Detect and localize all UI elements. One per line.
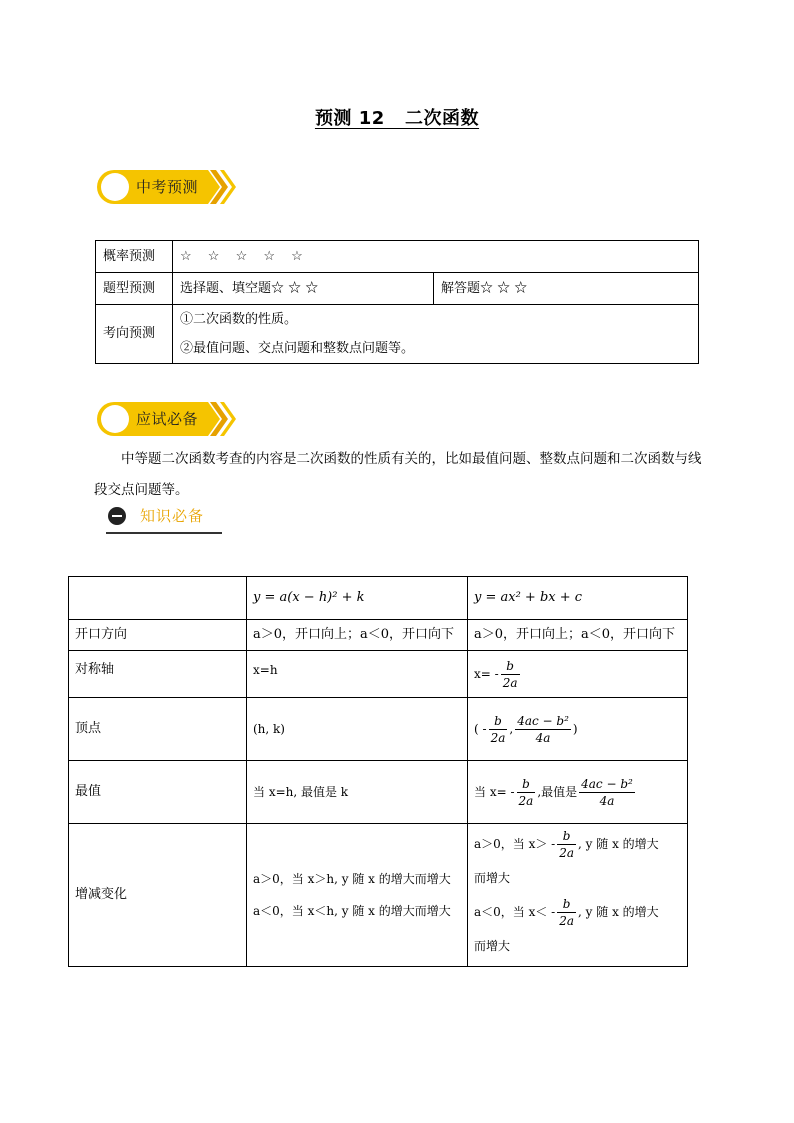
comma: , [509, 721, 514, 736]
extreme-mid: ,最值是 [537, 784, 578, 799]
row-label: 最值 [69, 761, 247, 824]
axis-general-form [468, 651, 688, 698]
table-row [69, 651, 688, 698]
vertex-form-header: y = a(x − h)² + k [247, 577, 468, 620]
numerator: b [501, 658, 520, 675]
numerator: b [489, 713, 508, 730]
general-form-header: y = ax² + bx + c [468, 577, 688, 620]
mono-suffix: , y 随 x 的增大 [578, 837, 659, 851]
denominator: 2a [518, 793, 534, 808]
denominator: 2a [559, 914, 575, 928]
monotonic-a: a＞0，当 x＞h, y 随 x 的增大而增大 [253, 872, 451, 886]
row-label: 增减变化 [69, 824, 247, 967]
denominator: 2a [502, 675, 518, 690]
monotonic-a-line [474, 827, 681, 861]
mono-prefix: a＞0，当 x＞ - [474, 837, 556, 851]
mono-suffix: , y 随 x 的增大 [578, 905, 659, 919]
table-row [69, 824, 688, 967]
extreme-vertex-form: 当 x=h, 最值是 k [247, 761, 468, 824]
numerator: 4ac − b² [581, 776, 633, 791]
denominator: 4a [599, 793, 615, 808]
extreme-general-form [468, 761, 688, 824]
direction-line-2: ②最值问题、交点问题和整数点问题等。 [180, 341, 415, 356]
banner-label: 中考预测 [136, 178, 199, 196]
row-label: 顶点 [69, 698, 247, 761]
paren-close: ) [572, 721, 578, 736]
denominator: 2a [559, 846, 575, 860]
paren-open: ( - [474, 721, 487, 736]
numerator: b [517, 776, 536, 793]
extreme-prefix: 当 x= - [474, 784, 515, 799]
direction-cell [173, 305, 699, 364]
fraction [517, 776, 536, 809]
axis-prefix: x= - [474, 666, 499, 681]
denominator: 2a [490, 730, 506, 745]
monotonic-b: a＜0，当 x＜h, y 随 x 的增大而增大 [253, 904, 451, 918]
vertex-general-form [468, 698, 688, 761]
question-type-left: 选择题、填空题☆ ☆ ☆ [173, 273, 434, 305]
fraction [515, 713, 571, 746]
row-label: 开口方向 [69, 620, 247, 651]
page-title: 预测 12 二次函数 [314, 108, 480, 129]
table-row [96, 305, 699, 364]
table-row [69, 620, 688, 651]
fraction [501, 658, 520, 691]
fraction [489, 713, 508, 746]
fraction [557, 828, 576, 861]
opening-general-form: a＞0，开口向上；a＜0，开口向下 [468, 620, 688, 651]
prep-banner [96, 400, 236, 438]
table-row [69, 761, 688, 824]
fraction [557, 896, 576, 929]
forecast-table [95, 240, 699, 364]
probability-stars: ☆ ☆ ☆ ☆ ☆ [173, 241, 699, 273]
knowledge-heading-label: 知识必备 [140, 507, 205, 525]
banner-label: 应试必备 [136, 410, 199, 428]
minus-circle-icon [108, 507, 126, 525]
header-empty [69, 577, 247, 620]
knowledge-heading [106, 504, 222, 534]
vertex-vertex-form: (h, k) [247, 698, 468, 761]
table-row [69, 577, 688, 620]
fraction [579, 776, 635, 809]
knowledge-table [68, 576, 688, 967]
numerator: b [557, 828, 576, 845]
mono-tail: 而增大 [474, 939, 511, 953]
monotonic-b-line [474, 895, 681, 929]
direction-line-1: ①二次函数的性质。 [180, 312, 298, 327]
numerator: 4ac − b² [517, 713, 569, 728]
table-row [96, 241, 699, 273]
row-label: 题型预测 [96, 273, 173, 305]
mono-prefix: a＜0，当 x＜ - [474, 905, 556, 919]
monotonic-general-form [468, 824, 688, 967]
numerator: b [557, 896, 576, 913]
opening-vertex-form: a＞0，开口向上；a＜0，开口向下 [247, 620, 468, 651]
intro-paragraph: 中等题二次函数考查的内容是二次函数的性质有关的，比如最值问题、整数点问题和二次函数与线段交点问题等。 [94, 451, 702, 498]
forecast-banner [96, 168, 236, 206]
row-label: 概率预测 [96, 241, 173, 273]
question-type-right: 解答题☆ ☆ ☆ [434, 273, 699, 305]
table-row [69, 698, 688, 761]
denominator: 4a [535, 730, 551, 745]
table-row [96, 273, 699, 305]
row-label: 对称轴 [69, 651, 247, 698]
axis-vertex-form: x=h [247, 651, 468, 698]
mono-tail: 而增大 [474, 871, 511, 885]
row-label: 考向预测 [96, 305, 173, 364]
monotonic-vertex-form [247, 824, 468, 967]
